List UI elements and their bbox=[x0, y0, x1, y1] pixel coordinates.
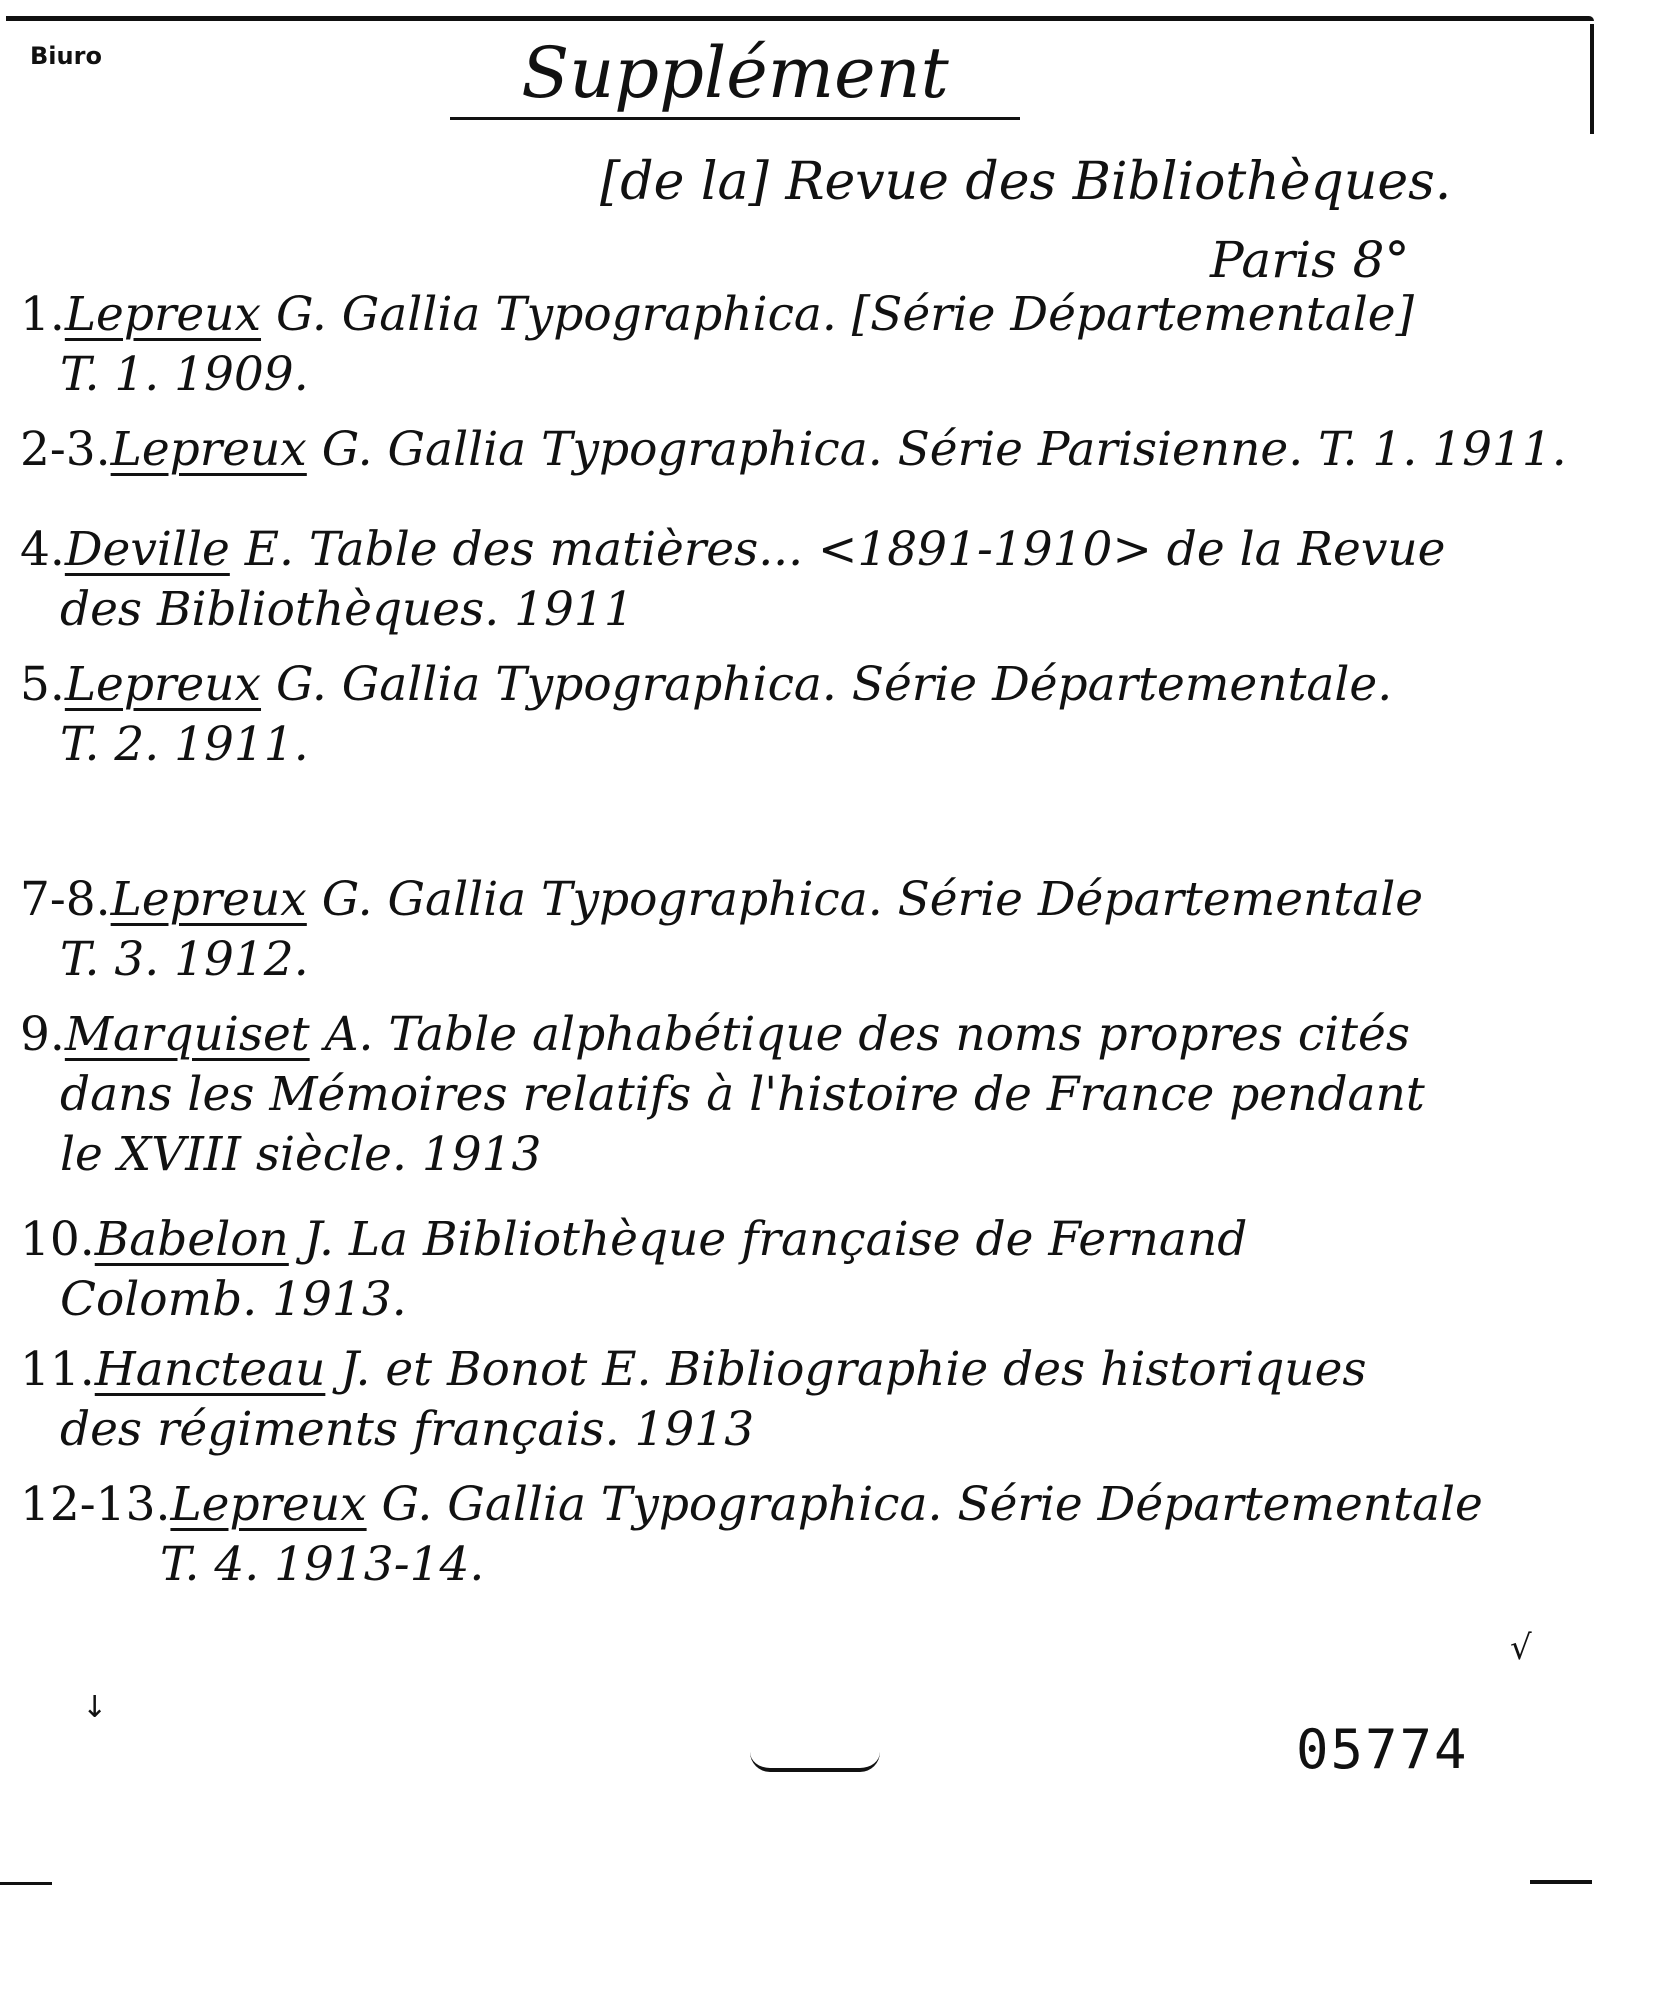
entry-title: G. Gallia Typographica. [Série Départementale] bbox=[261, 287, 1414, 342]
entry-title: G. Gallia Typographica. Série Départementale. bbox=[261, 657, 1393, 712]
list-item bbox=[20, 420, 1580, 480]
divider-stroke bbox=[750, 1752, 880, 1772]
list-item bbox=[20, 655, 1580, 775]
entry-continuation: T. 2. 1911. bbox=[60, 717, 309, 772]
entry-number: 4. bbox=[20, 522, 65, 577]
entry-number: 5. bbox=[20, 657, 65, 712]
entry-title: G. Gallia Typographica. Série Parisienne. T. 1. 1911. bbox=[306, 422, 1567, 477]
entry-continuation: des Bibliothèques. 1911 bbox=[60, 582, 634, 637]
entry-continuation: T. 3. 1912. bbox=[60, 932, 309, 987]
list-item bbox=[20, 1340, 1580, 1460]
call-number: 05774 bbox=[1296, 1718, 1469, 1781]
title-underline bbox=[450, 117, 1020, 120]
entry-number: 1. bbox=[20, 287, 65, 342]
entry-number: 7-8. bbox=[20, 872, 111, 927]
entry-continuation: le XVIII siècle. 1913 bbox=[60, 1127, 542, 1182]
entry-author: Deville bbox=[64, 522, 230, 577]
entry-title: G. Gallia Typographica. Série Départementale bbox=[306, 872, 1424, 927]
card-border-top bbox=[6, 16, 1594, 21]
stamp-label: Biuro bbox=[30, 42, 102, 70]
entry-continuation: T. 4. 1913-14. bbox=[160, 1537, 485, 1592]
entry-continuation: T. 1. 1909. bbox=[60, 347, 309, 402]
card-subtitle: [de la] Revue des Bibliothèques. bbox=[600, 152, 1452, 212]
entry-author: Lepreux bbox=[110, 872, 307, 927]
list-item bbox=[20, 520, 1580, 640]
entry-author: Lepreux bbox=[110, 422, 307, 477]
card-border-bottom-left bbox=[0, 1882, 52, 1885]
pencil-mark-icon: ↓ bbox=[82, 1690, 108, 1725]
entry-number: 11. bbox=[20, 1342, 95, 1397]
card-border-right bbox=[1590, 24, 1594, 134]
list-item bbox=[20, 1005, 1580, 1185]
entry-number: 10. bbox=[20, 1212, 95, 1267]
entry-continuation: dans les Mémoires relatifs à l'histoire de France pendant bbox=[60, 1067, 1425, 1122]
entry-title: J. et Bonot E. Bibliographie des historiques bbox=[325, 1342, 1367, 1397]
entry-author: Lepreux bbox=[64, 287, 262, 342]
entry-title: A. Table alphabétique des noms propres cités bbox=[309, 1007, 1410, 1062]
entry-continuation: Colomb. 1913. bbox=[60, 1272, 407, 1327]
entry-title: E. Table des matières... <1891-1910> de la Revue bbox=[229, 522, 1446, 577]
card-title: Supplément bbox=[521, 32, 949, 114]
list-item bbox=[20, 285, 1580, 405]
list-item bbox=[20, 1210, 1580, 1330]
entry-continuation: des régiments français. 1913 bbox=[60, 1402, 755, 1457]
entry-author: Marquiset bbox=[64, 1007, 310, 1062]
entry-number: 2-3. bbox=[20, 422, 111, 477]
entry-title: J. La Bibliothèque française de Fernand bbox=[288, 1212, 1248, 1267]
entry-author: Babelon bbox=[94, 1212, 289, 1267]
list-item bbox=[20, 870, 1580, 990]
check-mark-icon: √ bbox=[1510, 1628, 1532, 1668]
entry-title: G. Gallia Typographica. Série Départementale bbox=[366, 1477, 1483, 1532]
list-item bbox=[20, 1475, 1580, 1595]
entry-author: Hancteau bbox=[94, 1342, 326, 1397]
card-border-bottom-right bbox=[1530, 1880, 1592, 1884]
publication-place: Paris 8° bbox=[1210, 231, 1410, 289]
entry-number: 9. bbox=[20, 1007, 65, 1062]
entry-author: Lepreux bbox=[64, 657, 262, 712]
entry-author: Lepreux bbox=[170, 1477, 367, 1532]
entry-number: 12-13. bbox=[20, 1477, 171, 1532]
